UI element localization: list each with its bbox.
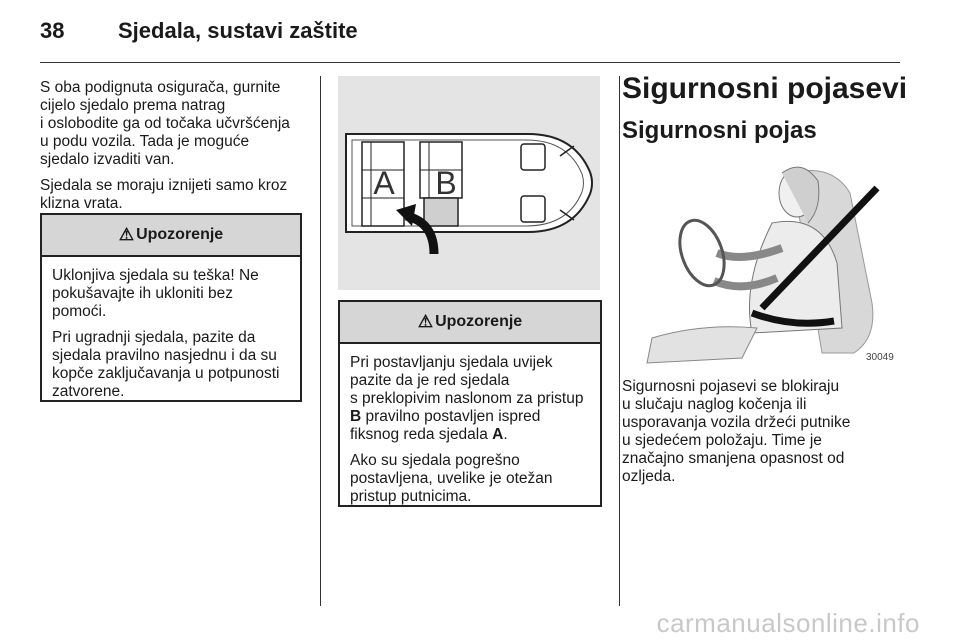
watermark: carmanualsonline.info xyxy=(656,608,920,638)
header-rule xyxy=(40,62,900,63)
warning-box-left xyxy=(40,213,302,402)
section-heading: Sigurnosni pojasevi xyxy=(622,72,908,105)
paragraph-sliding-door: Sjedala se moraju iznijeti samo kroz klizna vrata. xyxy=(40,177,288,212)
page-title: Sjedala, sustavi zaštite xyxy=(118,18,358,43)
warning-text-seat-order: Pri postavljanju sjedala uvijek pazite da je red sjedala s preklopivim naslonom za pristup B pravilno postavljen ispred fiksnog reda sjedala A. xyxy=(350,354,584,443)
warning-icon: ⚠ xyxy=(118,225,135,244)
column-divider-left xyxy=(320,76,321,606)
warning-box-middle xyxy=(338,300,602,507)
warning-text-install: Pri ugradnji sjedala, pazite da sjedala pravilno nasjednu i da su kopče zaključavanja u potpunosti zatvorene. xyxy=(52,329,280,400)
warning-header xyxy=(42,215,300,257)
figure-code: 30049 xyxy=(866,352,894,363)
paragraph-remove-seat: S oba podignuta osigurača, gurnite cijelo sjedalo prema natrag i oslobodite ga od točaka učvršćenja u podu vozila. Tada je moguće sjedalo izvaditi van. xyxy=(40,79,290,168)
warning-text-access: Ako su sjedala pogrešno postavljena, uvelike je otežan pristup putnicima. xyxy=(350,452,553,505)
right-column-text xyxy=(622,378,912,494)
paragraph-seat-belts: Sigurnosni pojasevi se blokiraju u slučaju naglog kočenja ili usporavanja vozila držeći putnike u sjedećem položaju. Time je značajno smanjena opasnost od ozljeda. xyxy=(622,378,851,485)
seat-label-a: A xyxy=(373,165,395,201)
page-header xyxy=(40,18,920,58)
warning-text-heavy: Uklonjiva sjedala su teška! Ne pokušavajte ih ukloniti bez pomoći. xyxy=(52,267,259,320)
warning-label: Upozorenje xyxy=(435,313,523,330)
seat-label-b: B xyxy=(435,165,457,201)
van-seat-layout-figure xyxy=(338,76,600,290)
warning-icon: ⚠ xyxy=(417,312,434,331)
seat-belt-figure xyxy=(622,153,900,365)
page-number: 38 xyxy=(40,18,65,43)
warning-header xyxy=(340,302,600,344)
warning-label: Upozorenje xyxy=(136,226,224,243)
subsection-heading: Sigurnosni pojas xyxy=(622,117,817,144)
left-column xyxy=(40,79,310,221)
column-divider-right xyxy=(619,76,620,606)
